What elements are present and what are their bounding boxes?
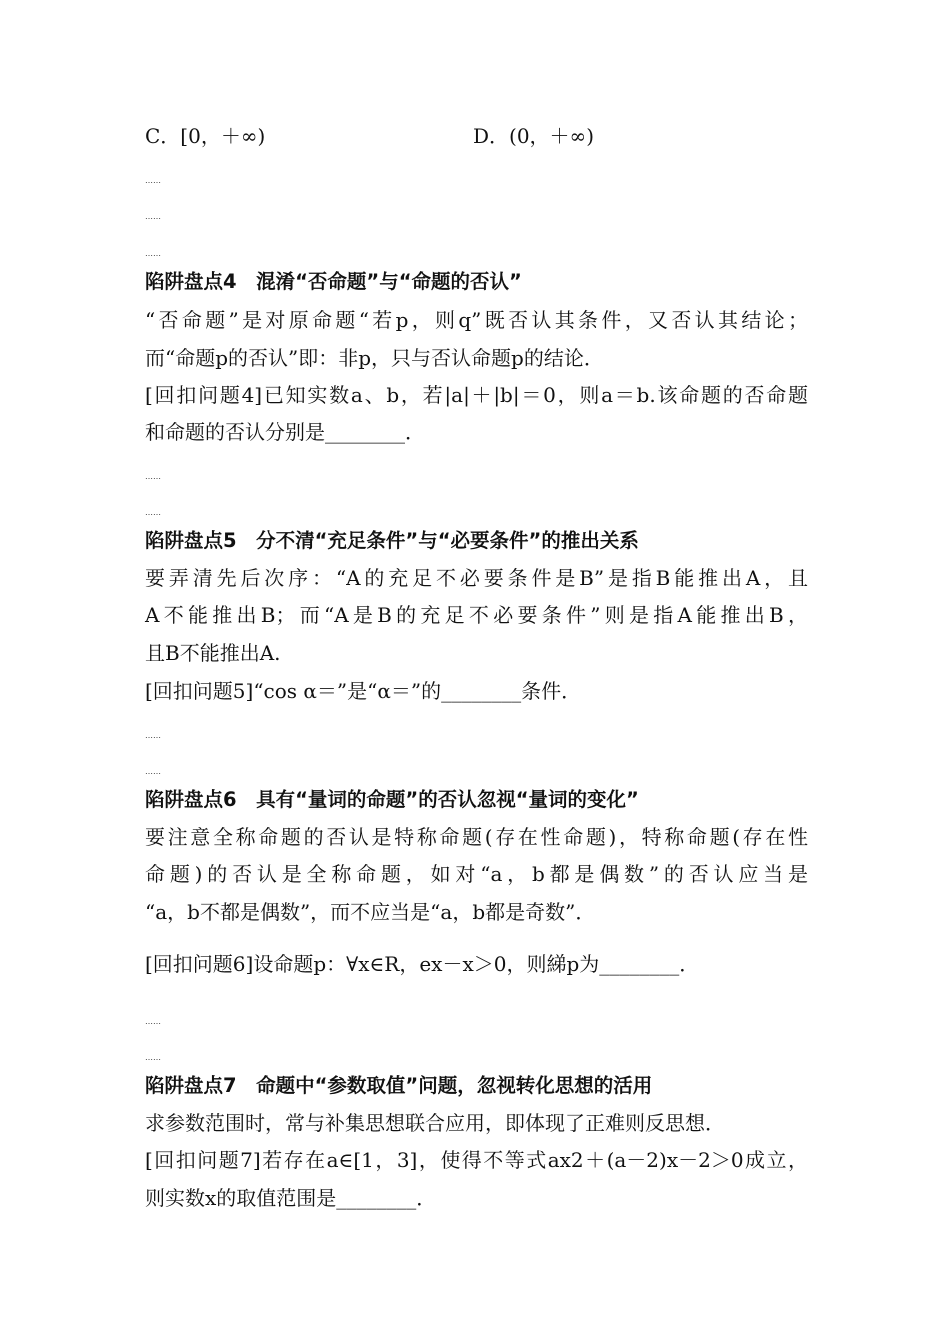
trap7-review-line2: 则实数x的取值范围是________． <box>145 1186 437 1210</box>
separator-dots: …… <box>145 508 161 517</box>
trap5-body-line3: 且B不能推出A. <box>145 641 281 665</box>
trap6-heading: 陷阱盘点6 具有“量词的命题”的否认忽视“量词的变化” <box>145 788 639 811</box>
trap6-body-line3: “a，b不都是偶数”，而不应当是“a，b都是奇数”． <box>145 900 596 924</box>
trap6-review: [回扣问题6]设命题p：∀x∈R，ex－x＞0，则綈p为________． <box>145 952 700 976</box>
separator-dots: …… <box>145 731 161 740</box>
trap7-body: 求参数范围时，常与补集思想联合应用，即体现了正难则反思想． <box>145 1111 725 1135</box>
trap5-body-line1: 要弄清先后次序：“A的充足不必要条件是B”是指B能推出A，且 <box>145 566 808 590</box>
separator-dots: …… <box>145 176 161 185</box>
trap4-heading: 陷阱盘点4 混淆“否命题”与“命题的否认” <box>145 270 522 293</box>
separator-dots: …… <box>145 249 161 258</box>
trap4-review-line2: 和命题的否认分别是________． <box>145 420 425 444</box>
separator-dots: …… <box>145 212 161 221</box>
trap5-review: [回扣问题5]“cos α＝”是“α＝”的________条件． <box>145 679 582 703</box>
trap6-body-line2: 命题)的否认是全称命题，如对“a，b都是偶数”的否认应当是 <box>145 862 808 886</box>
trap7-review-line1: [回扣问题7]若存在a∈[1，3]，使得不等式ax2＋(a－2)x－2＞0成立， <box>145 1148 808 1172</box>
trap4-body-line1: “否命题”是对原命题“若p，则q”既否认其条件，又否认其结论； <box>145 308 808 332</box>
option-row <box>145 124 595 148</box>
trap5-body-line2: A不能推出B；而“A是B的充足不必要条件”则是指A能推出B， <box>145 603 808 627</box>
separator-dots: …… <box>145 1017 161 1026</box>
separator-dots: …… <box>145 1053 161 1062</box>
trap4-review-line1: [回扣问题4]已知实数a、b，若|a|＋|b|＝0，则a＝b.该命题的否命题 <box>145 383 808 407</box>
separator-dots: …… <box>145 472 161 481</box>
option-d: D．(0，＋∞) <box>473 124 595 148</box>
trap7-heading: 陷阱盘点7 命题中“参数取值”问题，忽视转化思想的活用 <box>145 1074 653 1097</box>
trap6-body-line1: 要注意全称命题的否认是特称命题(存在性命题)，特称命题(存在性 <box>145 825 808 849</box>
trap5-heading: 陷阱盘点5 分不清“充足条件”与“必要条件”的推出关系 <box>145 529 639 552</box>
option-c: C．[0，＋∞) <box>145 124 266 148</box>
separator-dots: …… <box>145 767 161 776</box>
trap4-body-line2: 而“命题p的否认”即：非p，只与否认命题p的结论． <box>145 346 604 370</box>
